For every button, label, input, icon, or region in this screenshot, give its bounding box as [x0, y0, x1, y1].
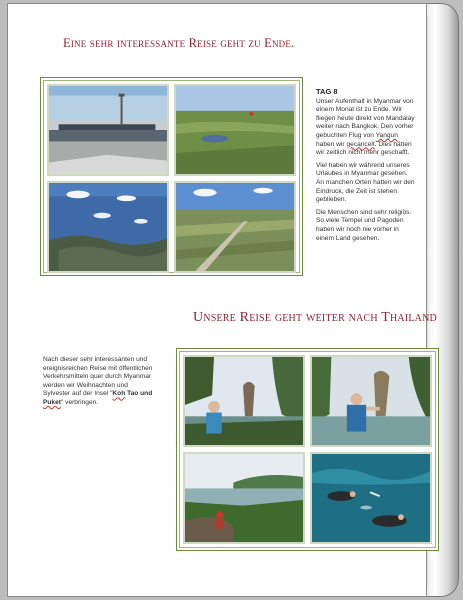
photo-airport — [47, 84, 169, 176]
photo-man-rock — [183, 355, 305, 447]
photo-frame-thailand — [176, 348, 439, 551]
photo-man-island — [310, 355, 432, 447]
day-paragraph-1: Unser Aufenthalt in Myanmar von einem Monat ist zu Ende. Wir fliegen heute direkt von Mandalay weiter nach Bangkok. Den vorher gebuchten Flug von Yangun haben wir gecancelt. Dies hätten wir zeitlich nicht mehr geschafft. — [316, 97, 415, 157]
photo-viewpoint — [183, 452, 305, 544]
page-title-bottom: Unsere Reise geht weiter nach Thailand — [193, 310, 437, 325]
day-paragraph-3: Die Menschen sind sehr religiös. So viele Tempel und Pagoden haben wir noch nie vorher in einem Land gesehen. — [316, 208, 412, 242]
photo-clouds-coast — [47, 181, 169, 273]
page-title-top: Eine sehr interessante Reise geht zu Ende. — [63, 36, 295, 50]
thailand-text-block — [43, 356, 155, 412]
day-paragraph-2: Viel haben wir während unseres Urlaubes in Myanmar gesehen. An manchen Orten hatten wir den Eindruck, die Zeit ist stehen geblieben. — [316, 161, 415, 204]
photo-frame-myanmar — [40, 77, 303, 276]
day-heading: TAG 8 — [316, 87, 338, 96]
photo-snorkeling — [310, 452, 432, 544]
photo-landing-view — [174, 181, 296, 273]
thailand-paragraph: Nach dieser sehr interessanten und ereignisreichen Reise mit öffentlichen Verkehrsmitteln quer durch Myanmar werden wir Weihnachten und Sylvester auf der Insel "Koh Tao und Puket" verbringen. — [43, 356, 153, 406]
photo-aerial-fields — [174, 84, 296, 176]
day-text-block — [316, 88, 416, 247]
